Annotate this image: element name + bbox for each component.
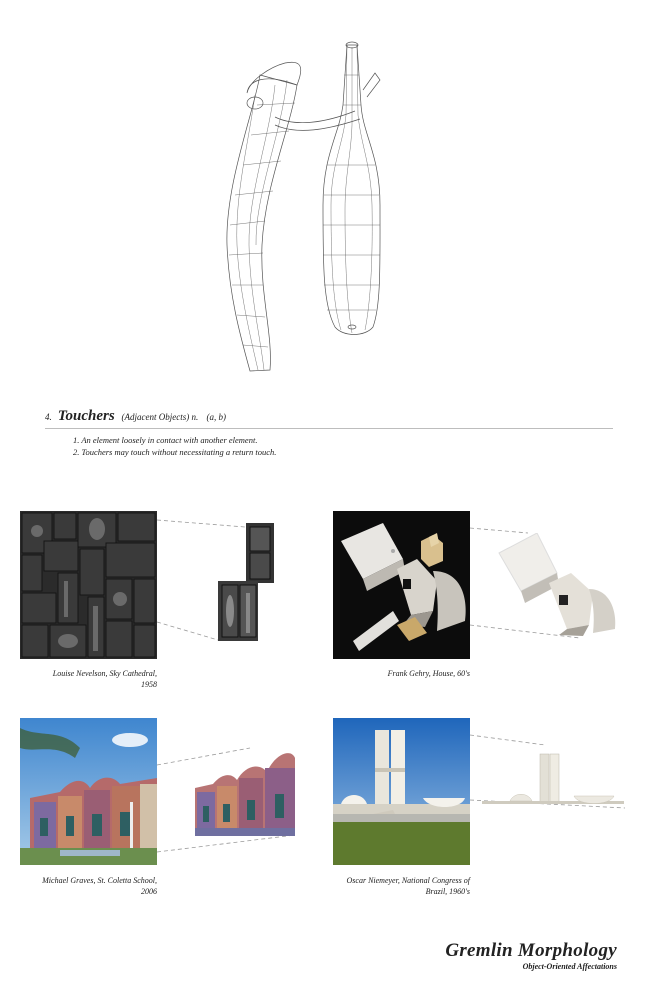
gehry-photo — [333, 511, 470, 659]
heading-divider — [45, 428, 613, 429]
niemeyer-photo — [333, 718, 470, 865]
definition-2: 2. Touchers may touch without necessitating a return touch. — [73, 446, 277, 457]
entry-qualifier: (Adjacent Objects) n. — [121, 412, 199, 422]
caption-niemeyer: Oscar Niemeyer, National Congress of Brazil, 1960's — [346, 876, 470, 896]
caption-gehry: Frank Gehry, House, 60's — [387, 669, 470, 678]
footer-title: Gremlin Morphology — [445, 940, 617, 961]
entry-term: Touchers — [57, 408, 115, 424]
gehry-detail — [497, 533, 617, 636]
nevelson-detail — [218, 523, 274, 641]
definition-1: 1. An element loosely in contact with another element. — [73, 435, 258, 445]
entry-number: 4. — [45, 412, 52, 422]
entry-variants: (a, b) — [206, 412, 226, 422]
graves-detail — [195, 748, 295, 836]
graves-photo — [20, 718, 157, 865]
footer-subtitle: Object-Oriented Affectations — [522, 962, 617, 971]
definitions-list — [73, 435, 276, 458]
caption-graves: Michael Graves, St. Coletta School, 2006 — [42, 876, 157, 896]
wireframe-toucher-illustration — [215, 35, 415, 380]
caption-nevelson: Louise Nevelson, Sky Cathedral, 1958 — [52, 669, 157, 689]
niemeyer-detail — [482, 752, 624, 808]
nevelson-photo — [20, 511, 157, 659]
entry-heading — [45, 408, 615, 425]
